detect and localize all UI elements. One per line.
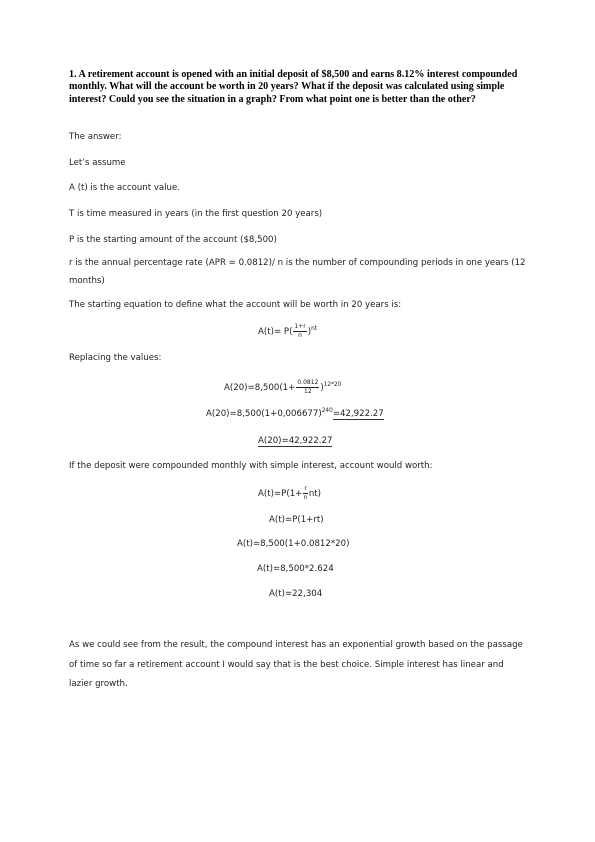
definition-a: A (t) is the account value. — [69, 183, 181, 193]
calc1-denominator: 12 — [304, 388, 312, 395]
simple-interest-intro: If the deposit were compounded monthly with simple interest, account would worth: — [69, 461, 433, 471]
answer-heading: The answer: — [69, 132, 122, 142]
calc1-fraction — [296, 380, 319, 395]
replacing-values-text: Replacing the values: — [69, 353, 162, 363]
calc1-lhs: A(20)=8,500(1+ — [224, 383, 296, 393]
formula-lhs: A(t)= P( — [258, 327, 293, 337]
simple-formula-lhs: A(t)=P(1+ — [258, 489, 303, 499]
simple-step-3: A(t)=8,500*2.624 — [257, 564, 334, 574]
calc1-exponent: 12*20 — [323, 382, 342, 388]
calc3-result: A(20)=42,922.27 — [258, 436, 333, 446]
conclusion-paragraph: As we could see from the result, the compound interest has an exponential growth based on the passage of time so far a retirement account I would say that is the best choice. Simple interest has linear and lazier growth. — [69, 640, 523, 689]
assume-line: Let’s assume — [69, 158, 126, 168]
simple-formula — [258, 486, 321, 501]
question-text: 1. A retirement account is opened with an initial deposit of $8,500 and earns 8.12% interest compounded monthly. What will the account be worth in 20 years? What if the deposit was calculated using simple interest? Could you see the situation in a graph? From what point one is better than the other? — [69, 69, 518, 105]
calc1-rhs: ) — [320, 383, 324, 393]
simple-fraction-numerator: r — [304, 485, 307, 492]
simple-fraction-denominator: n — [303, 494, 308, 501]
simple-step-2: A(t)=8,500(1+0.0812*20) — [237, 539, 350, 549]
simple-step-1: A(t)=P(1+rt) — [269, 515, 324, 525]
formula-rhs: ) — [307, 327, 312, 337]
formula-fraction — [293, 324, 306, 339]
starting-equation-text: The starting equation to define what the account will be worth in 20 years is: — [69, 300, 402, 310]
simple-step-4: A(t)=22,304 — [269, 589, 323, 599]
definition-t: T is time measured in years (in the first question 20 years) — [69, 209, 323, 219]
fraction-denominator: n — [298, 332, 302, 339]
compound-formula — [258, 324, 317, 339]
calculation-3 — [258, 436, 332, 447]
simple-formula-rhs: nt) — [308, 489, 321, 499]
calc2-lhs: A(20)=8,500(1+0,006677) — [206, 409, 322, 419]
calc1-numerator: 0.0812 — [297, 379, 319, 386]
calculation-2 — [206, 409, 384, 420]
calc2-exponent: 240 — [321, 408, 333, 414]
formula-exponent: nt — [311, 326, 318, 332]
fraction-numerator: 1+r — [294, 323, 306, 330]
calc2-rhs: =42,922.27 — [332, 409, 384, 419]
simple-formula-fraction — [303, 486, 307, 501]
calculation-1 — [224, 380, 341, 395]
definition-p: P is the starting amount of the account ($8,500) — [69, 235, 277, 245]
definition-r: r is the annual percentage rate (APR = 0.0812)/ n is the number of compounding periods in one years (12 months) — [69, 258, 526, 286]
